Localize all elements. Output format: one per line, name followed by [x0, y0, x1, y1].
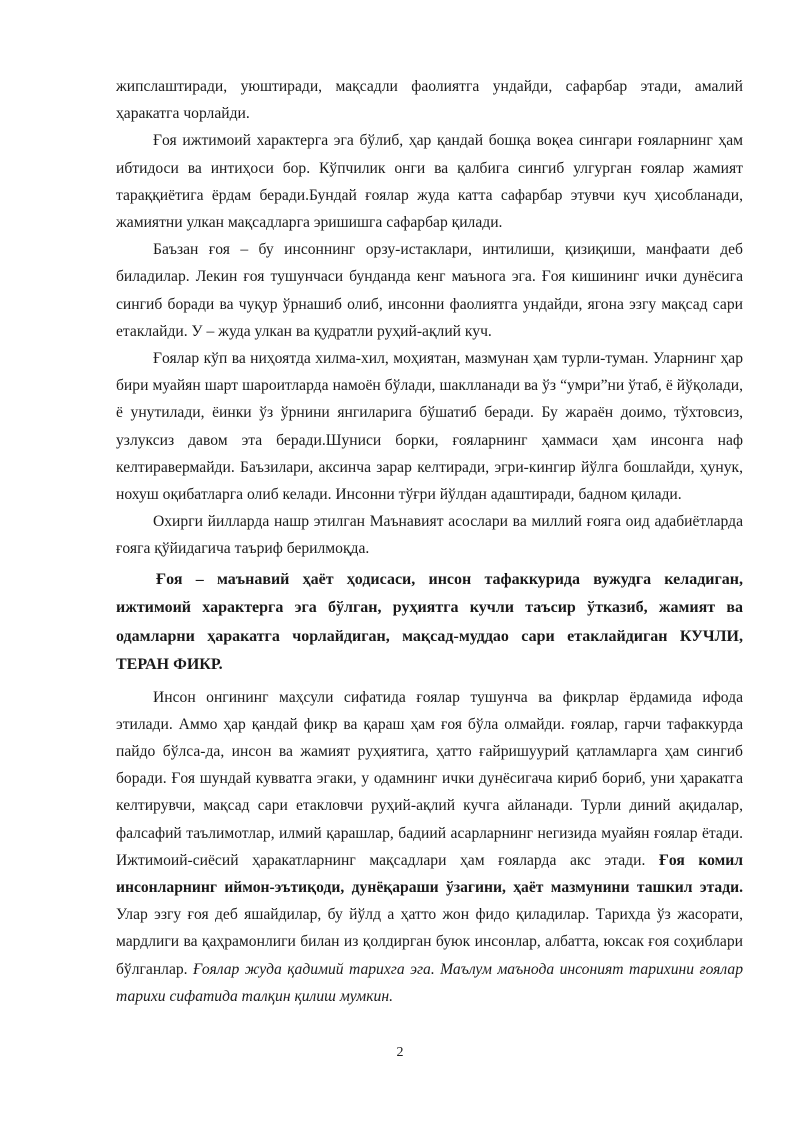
paragraph: Ғоялар кўп ва ниҳоятда хилма-хил, моҳиятан, мазмунан ҳам турли-туман. Уларнинг ҳар бири муайян шарт шароитларда намоён бўлади, шаклланади ва ўз “умри”ни ўтаб, ё йўқолади, ё унутилади, ёинки ўз ўрнини янгиларига бўшатиб беради. Бу жараён доимо, тўхтовсиз, узлуксиз давом эта беради.Шуниси борки, ғояларнинг ҳаммаси ҳам инсонга наф келтиравермайди. Баъзилари, аксинча зарар келтиради, эгри-кингир йўлга бошлайди, ҳунук, нохуш оқибатларга олиб келади. Инсонни тўғри йўлдан адаштиради, бадном қилади. [116, 350, 743, 504]
paragraph-plain-text-2: Улар эзгу ғоя деб яшайдилар, бу йўлд а ҳатто жон фидо қиладилар. Тарихда ўз жасорати, мардлиги ва қаҳрамонлиги билан из қолдирган буюк инсонлар, албатта, юксак ғоя соҳиблари бўлганлар. [116, 906, 743, 978]
paragraph: Охирги йилларда нашр этилган Маънавият асослари ва миллий ғояга оид адабиётларда ғояга қўйидагича таъриф берилмоқда. [116, 513, 743, 558]
paragraph-italic-text: Ғоялар жуда қадимий тарихга эга. Маълум маънода инсоният тарихини ғоялар тарихи сифатида талқин қилиш мумкин. [116, 960, 743, 1005]
paragraph-mixed [116, 684, 743, 1010]
paragraph-plain-text: Инсон онгининг маҳсули сифатида ғоялар тушунча ва фикрлар ёрдамида ифода этилади. Аммо ҳар қандай фикр ва қараш ҳам ғоя бўла олмайди. ғоялар, гарчи тафаккурда пайдо бўлса-да, инсон ва жамият руҳиятига, ҳатто ғайришуурий қатламларга ҳам сингиб боради. Ғоя шундай кувватга эгаки, у одамнинг ички дунёсигача кириб бориб, уни ҳаракатга келтирувчи, мақсад сари етакловчи руҳий-ақлий кучга айланади. Турли диний ақидалар, фалсафий таълимотлар, илмий қарашлар, бадиий асарларнинг негизида муайян ғоялар ётади. Ижтимоий-сиёсий ҳаракатларнинг мақсадлари ҳам ғояларда акс этади. [116, 688, 743, 869]
paragraph: Ғоя ижтимоий характерга эга бўлиб, ҳар қандай бошқа воқеа сингари ғояларнинг ҳам ибтидоси ва интиҳоси бор. Кўпчилик онги ва қалбига сингиб улгурган ғоялар жамият тараққиётига ёрдам беради.Бундай ғоялар жуда катта сафарбар этувчи куч ҳисобланади, жамиятни улкан мақсадларга эришишга сафарбар қилади. [116, 132, 743, 232]
paragraph-continuation: жипслаштиради, уюштиради, мақсадли фаолиятга ундайди, сафарбар этади, амалий ҳаракатга чорлайди. [116, 78, 743, 123]
paragraph-bold-text: Ғоя комил инсонларнинг иймон-эътиқоди, дунёқараши ўзагини, ҳаёт мазмунини ташкил этади. [116, 851, 744, 897]
body-text [116, 73, 743, 1010]
page-number: 2 [396, 1045, 404, 1060]
definition-paragraph: Ғоя – маънавий ҳаёт ҳодисаси, инсон тафаккурида вужудга келадиган, ижтимоий характерга эга бўлган, руҳиятга кучли таъсир ўтказиб, жамият ва одамларни ҳаракатга чорлайдиган, мақсад-муддао сари етаклайдиган КУЧЛИ, ТЕРАН ФИКР. [116, 570, 743, 674]
paragraph: Баъзан ғоя – бу инсоннинг орзу-истаклари, интилиши, қизиқиши, манфаати деб биладилар. Лекин ғоя тушунчаси бунданда кенг маънога эга. Ғоя кишининг ички дунёсига сингиб боради ва чуқур ўрнашиб олиб, инсонни фаолиятга ундайди, ягона эзгу мақсад сари етаклайди. У – жуда улкан ва қудратли руҳий-ақлий куч. [116, 241, 743, 340]
